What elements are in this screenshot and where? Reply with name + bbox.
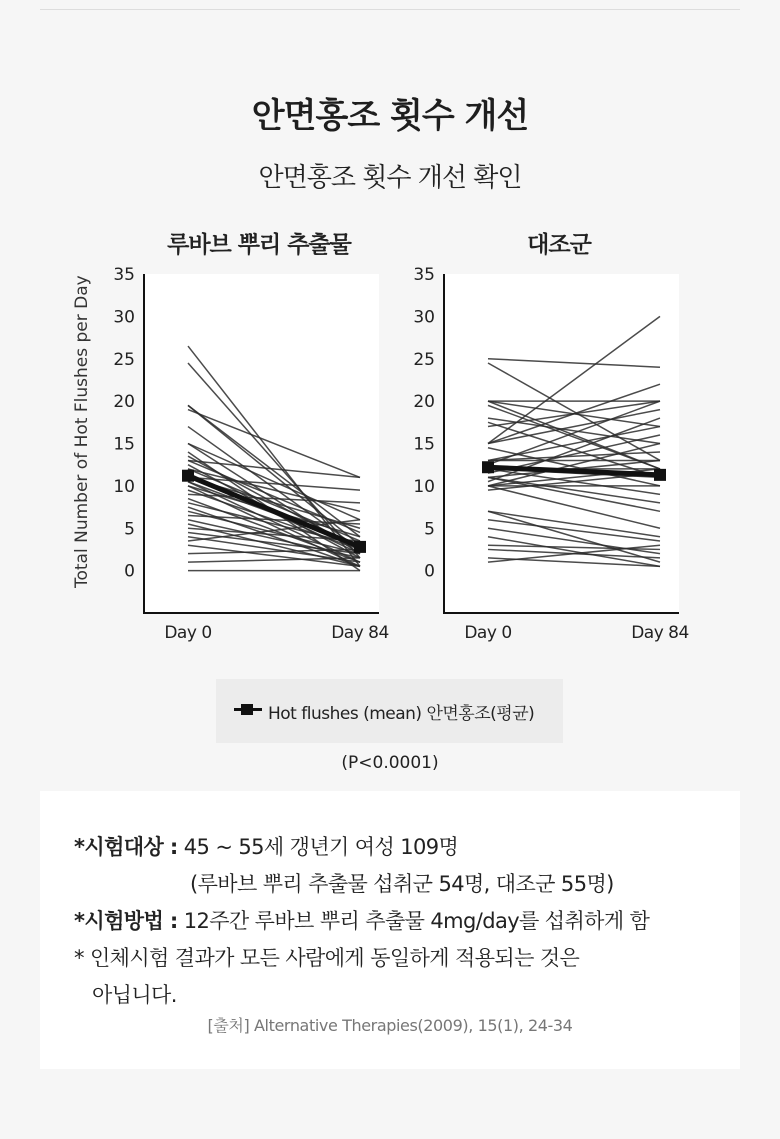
study-info-box: [40, 791, 740, 1069]
study-method-label: *시험방법 :: [74, 909, 178, 933]
y-tick-label: 35: [113, 265, 135, 285]
disclaimer-line-1: * 인체시험 결과가 모든 사람에게 동일하게 적용되는 것은: [74, 946, 580, 970]
y-tick-label: 35: [413, 265, 435, 285]
page-subtitle: 안면홍조 횟수 개선 확인: [258, 163, 522, 193]
chart-title-control: 대조군: [527, 232, 591, 258]
y-tick-label: 20: [113, 392, 135, 413]
study-subjects: [74, 831, 458, 861]
y-tick-label: 20: [413, 392, 435, 413]
p-value: (P<0.0001): [341, 753, 439, 773]
y-tick-label: 10: [113, 476, 135, 497]
x-tick-label: Day 84: [331, 623, 389, 643]
mean-marker: [654, 469, 666, 481]
x-tick-label: Day 0: [164, 623, 212, 643]
study-subjects-label: *시험대상 :: [74, 835, 178, 859]
y-tick-label: 0: [124, 561, 135, 582]
y-tick-label: 0: [424, 561, 435, 582]
study-method-text: 12주간 루바브 뿌리 추출물 4mg/day를 섭취하게 함: [177, 909, 650, 933]
chart-title-treatment: 루바브 뿌리 추출물: [167, 232, 351, 258]
study-subjects-text: 45 ~ 55세 갱년기 여성 109명: [177, 835, 459, 859]
y-tick-label: 10: [413, 476, 435, 497]
y-tick-label: 30: [113, 307, 135, 328]
y-tick-label: 15: [413, 434, 435, 455]
legend-label: Hot flushes (mean) 안면홍조(평균): [268, 704, 535, 724]
y-axis-label: Total Number of Hot Flushes per Day: [72, 275, 92, 588]
disclaimer-line-2: 아닙니다.: [92, 983, 177, 1007]
y-tick-label: 5: [424, 519, 435, 540]
mean-marker: [182, 470, 194, 482]
page-title: 안면홍조 횟수 개선: [251, 96, 529, 136]
source-citation: [출처] Alternative Therapies(2009), 15(1), 24-34: [207, 1016, 573, 1035]
mean-marker: [354, 541, 366, 553]
study-subjects-detail: (루바브 뿌리 추출물 섭취군 54명, 대조군 55명): [190, 872, 614, 896]
study-method: [74, 905, 649, 935]
x-tick-label: Day 84: [631, 623, 689, 643]
legend-mean-marker: [234, 708, 262, 711]
mean-marker: [482, 461, 494, 473]
x-tick-label: Day 0: [464, 623, 512, 643]
y-tick-label: 25: [113, 349, 135, 370]
legend: [216, 679, 563, 743]
y-tick-label: 5: [124, 519, 135, 540]
y-tick-label: 30: [413, 307, 435, 328]
y-tick-label: 15: [113, 434, 135, 455]
y-tick-label: 25: [413, 349, 435, 370]
